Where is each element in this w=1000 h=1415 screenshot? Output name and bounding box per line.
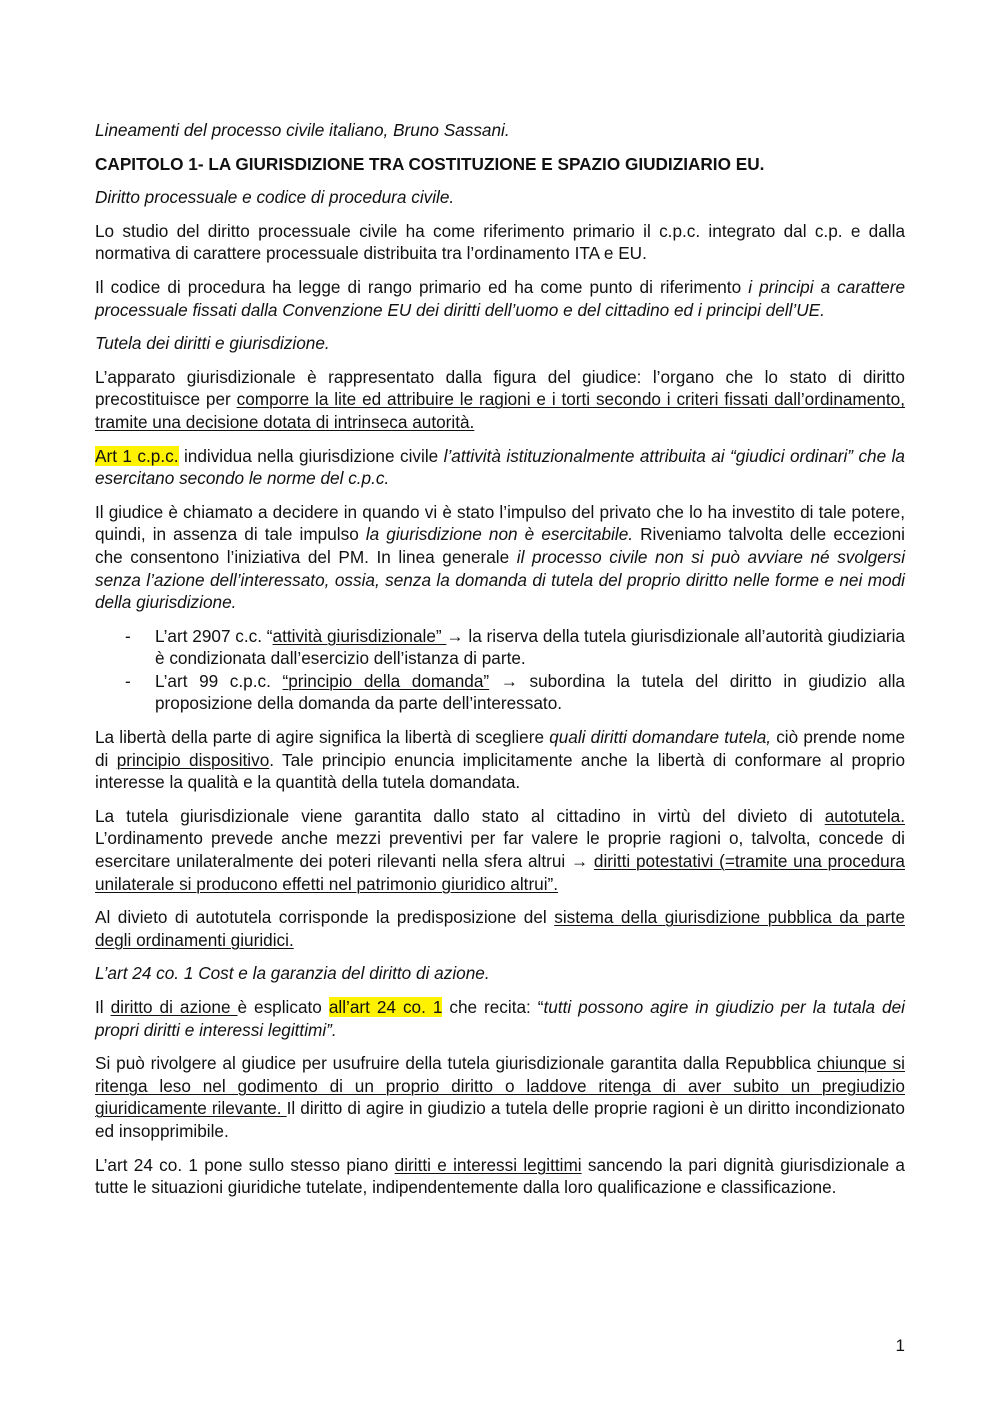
text-run: Il diritto di agire in giudizio a tutela delle proprie ragioni è un diritto incondizionato ed insopprimibile. — [95, 1098, 905, 1141]
italic-run: quali diritti domandare tutela, — [549, 727, 772, 748]
italic-run: l’attività istituzionalmente attribuita ai “giudici ordinari” che la esercitano secondo le norme del c.p.c. — [95, 445, 905, 489]
section-title-diritto-processuale: Diritto processuale e codice di procedura civile. — [95, 187, 455, 208]
text-run: sancendo la pari dignità giurisdizionale a tutte le situazioni giuridiche tutelate, indipendentemente dalla loro qualificazione e classificazione. — [95, 1154, 905, 1198]
paragraph-9 — [95, 996, 905, 1041]
paragraph-10 — [95, 1052, 905, 1142]
source-line: Lineamenti del processo civile italiano, Bruno Sassani. — [95, 120, 510, 140]
paragraph-11 — [95, 1154, 905, 1199]
italic-run: il processo civile non si può avviare né svolgersi senza l’azione dell’interessato, ossia, senza la domanda di tutela del proprio diritto nelle forme e nei modi della giurisdizione. — [95, 546, 906, 613]
text-run: Il — [95, 997, 111, 1017]
italic-run: i principi a carattere processuale fissati dalla Convenzione EU dei diritti dell’uomo e del cittadino ed i principi dell’UE. — [95, 276, 906, 320]
text-run: Il codice di procedura ha legge di rango primario ed ha come punto di riferimento — [95, 276, 749, 297]
underlined-run: comporre la lite ed attribuire le ragioni e i torti secondo i criteri fissati dall’ordinamento, tramite una decisione dotata di intrinseca autorità. — [95, 389, 905, 432]
text-run: Il giudice è chiamato a decidere in quando vi è stato l’impulso del privato che lo ha investito di tale potere, quindi, in assenza di tale impulso — [95, 501, 905, 545]
dash-bullet: - — [125, 670, 131, 691]
text-run: L’art 99 c.p.c. — [155, 670, 283, 691]
text-run: La libertà della parte di agire significa la libertà di scegliere — [95, 727, 550, 748]
text-run: L’art 2907 c.c. “ — [155, 625, 273, 646]
paragraph-8 — [95, 906, 905, 951]
text-run: è esplicato — [237, 997, 329, 1017]
paragraph-5 — [95, 501, 905, 614]
chapter-title: CAPITOLO 1- LA GIURISDIZIONE TRA COSTITUZIONE E SPAZIO GIUDIZIARIO EU. — [95, 153, 765, 174]
text-run: Si può rivolgere al giudice per usufruire della tutela giurisdizionale garantita dalla Repubblica — [95, 1053, 817, 1074]
underlined-run: diritti potestativi (=tramite una procedura unilaterale si producono effetti nel patrimonio giuridico altrui”. — [95, 851, 905, 894]
paragraph-2 — [95, 276, 905, 321]
dash-bullet: - — [125, 625, 131, 646]
section-title-tutela: Tutela dei diritti e giurisdizione. — [95, 333, 330, 354]
text-run: L’ordinamento prevede anche mezzi preventivi per far valere le proprie ragioni o, talvolta, concede di esercitare unilateralmente dei poteri rilevanti nella sfera altrui → — [95, 828, 905, 872]
underlined-run: chiunque si ritenga leso nel godimento di un proprio diritto o laddove ritenga di aver subito un pregiudizio giuridicamente rilevante. — [95, 1053, 905, 1119]
text-run: individua nella giurisdizione civile — [178, 445, 444, 466]
underlined-run: diritto di azione — [110, 997, 238, 1017]
underlined-run: principio dispositivo — [116, 749, 270, 770]
text-run: L’apparato giurisdizionale è rappresentato dalla figura del giudice: l’organo che lo stato di diritto precostituisce per — [95, 366, 905, 410]
paragraph-6 — [95, 726, 905, 794]
underlined-run: autotutela. — [824, 805, 905, 826]
highlighted-run: all’art 24 co. 1 — [328, 997, 443, 1017]
page-number: 1 — [895, 1336, 905, 1355]
dash-list — [95, 625, 905, 715]
text-run: → subordina la tutela del diritto in giudizio alla proposizione della domanda da parte dell’interessato. — [155, 670, 905, 714]
list-item — [95, 670, 905, 715]
list-item — [95, 625, 905, 670]
text-run: L’art 24 co. 1 pone sullo stesso piano — [95, 1154, 395, 1175]
text-run: La tutela giurisdizionale viene garantita dallo stato al cittadino in virtù del divieto di — [95, 805, 825, 826]
paragraph-1: Lo studio del diritto processuale civile ha come riferimento primario il c.p.c. integrato dal c.p. e dalla normativa di carattere processuale distribuita tra l’ordinamento ITA e EU. — [95, 220, 905, 264]
paragraph-4 — [95, 445, 905, 490]
underlined-run: sistema della giurisdizione pubblica da parte degli ordinamenti giuridici. — [95, 907, 905, 950]
paragraph-7 — [95, 805, 905, 895]
highlighted-run: Art 1 c.p.c. — [95, 445, 179, 466]
paragraph-3 — [95, 366, 905, 434]
underlined-run: “principio della domanda” — [282, 670, 490, 691]
section-title-art-24: L’art 24 co. 1 Cost e la garanzia del diritto di azione. — [95, 963, 490, 984]
text-run: ciò prende nome di — [95, 727, 905, 770]
italic-run: la giurisdizione non è esercitabile. — [365, 524, 634, 545]
underlined-run: diritti e interessi legittimi — [394, 1154, 582, 1175]
text-run: Al divieto di autotutela corrisponde la predisposizione del — [95, 907, 555, 928]
text-run: che recita: “ — [442, 997, 544, 1017]
text-run: → la riserva della tutela giurisdizionale all’autorità giudiziaria è condizionata dall’esercizio dell’istanza di parte. — [155, 625, 905, 669]
underlined-run: attività giurisdizionale” — [272, 625, 447, 646]
italic-run: tutti possono agire in giudizio per la tutala dei propri diritti e interessi legittimi”. — [95, 997, 905, 1040]
text-run: Riveniamo talvolta delle eccezioni che consentono l’iniziativa del PM. In linea generale — [95, 524, 905, 567]
text-run: . Tale principio enuncia implicitamente anche la libertà di conformare al proprio interesse la qualità e la quantità della tutela domandata. — [95, 749, 906, 793]
